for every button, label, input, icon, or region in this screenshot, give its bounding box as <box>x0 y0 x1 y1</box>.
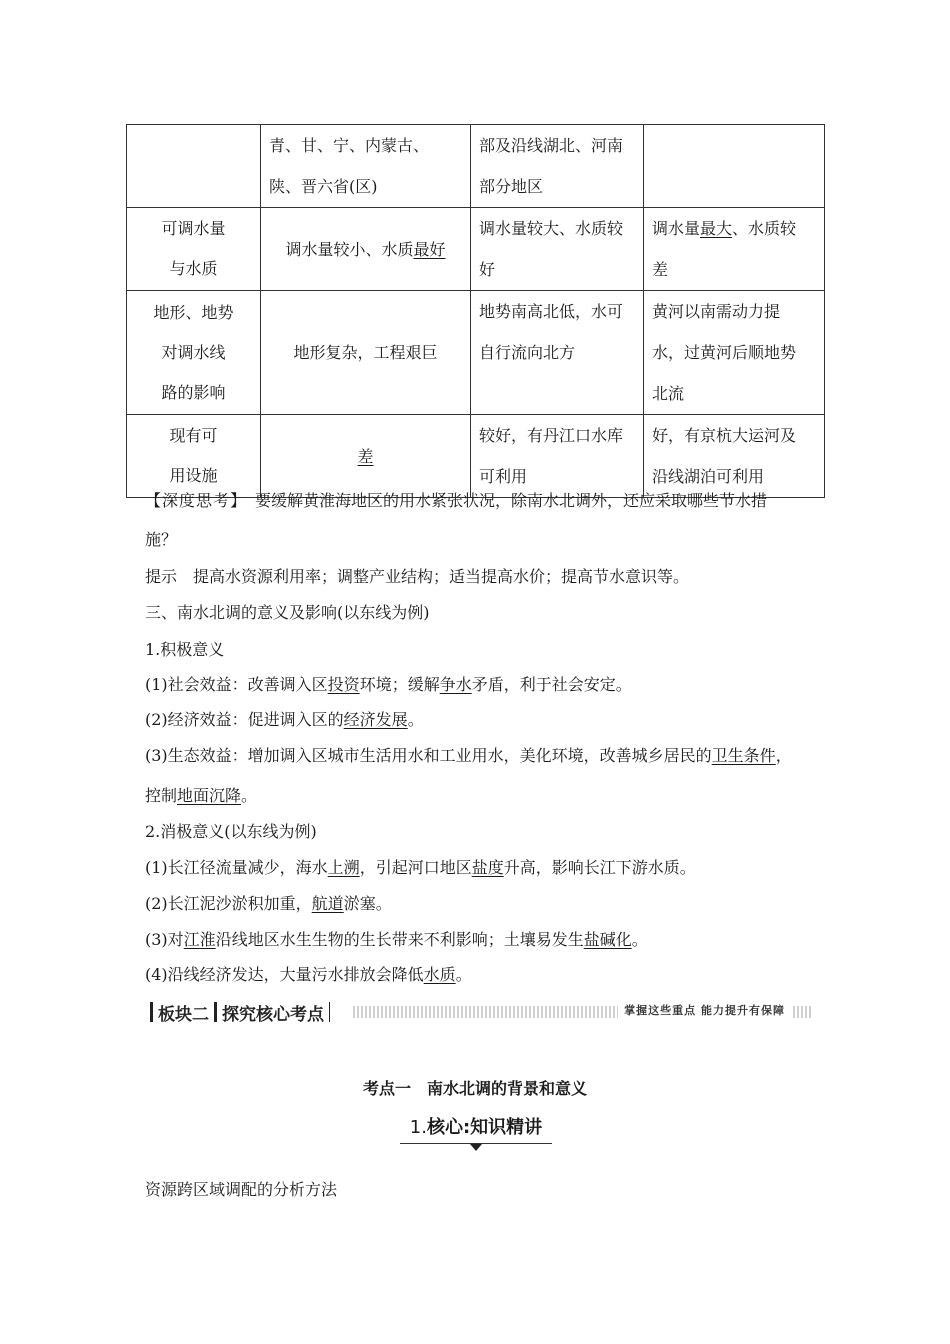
text-part: (2)经济效益：促进调入区的 <box>145 710 344 729</box>
table-cell <box>471 415 644 498</box>
cell-text: 对调水线 <box>161 342 226 362</box>
deep-thinking-label: 【深度思考】 <box>145 491 240 510</box>
table-cell <box>261 125 471 208</box>
hint-text: 提高水资源利用率；调整产业结构；适当提高水价；提高节水意识等。 <box>193 567 690 586</box>
underlined-answer: 航道 <box>311 894 344 913</box>
cell-text-part: 调水量 <box>652 219 701 238</box>
underlined-answer: 上溯 <box>327 858 360 877</box>
table-row <box>127 208 825 291</box>
cell-text: 好 <box>479 260 496 279</box>
text-part: ， <box>775 746 792 765</box>
section-banner <box>145 1000 813 1024</box>
underlined-answer: 差 <box>357 446 374 466</box>
table-row <box>127 291 825 415</box>
text-part: 沿线地区水生生物的生长带来不利影响；土壤易发生 <box>215 930 584 949</box>
text-part: ，引起河口地区 <box>359 858 472 877</box>
table-cell <box>261 415 471 498</box>
table-cell <box>644 291 825 415</box>
subsection-heading: 1.积极意义 <box>145 640 225 659</box>
cell-text: 自行流向北方 <box>479 343 576 362</box>
paragraph: 资源跨区域调配的分析方法 <box>145 1180 338 1199</box>
cell-text: 北流 <box>652 384 685 403</box>
underlined-answer: 地面沉降 <box>177 786 242 805</box>
cell-text: 路的影响 <box>161 382 226 402</box>
cell-text: 黄河以南需动力提 <box>652 302 781 321</box>
cell-text: 地势南高北低，水可 <box>479 302 624 321</box>
banner-part-2: 探究核心考点 <box>222 1004 324 1025</box>
list-item <box>145 965 472 985</box>
cell-text: 部分地区 <box>479 177 544 196</box>
cell-text: 现有可 <box>169 426 218 445</box>
table-cell <box>127 125 261 208</box>
knowledge-number: 1. <box>409 1117 427 1138</box>
table-cell <box>644 208 825 291</box>
cell-text <box>652 208 816 249</box>
table-cell-header <box>127 291 261 415</box>
cell-text: 沿线湖泊可利用 <box>652 467 765 486</box>
hint-line <box>145 567 689 587</box>
banner-part-1: 板块二 <box>158 1004 209 1025</box>
list-item <box>145 894 392 914</box>
list-item-continuation <box>145 786 257 806</box>
table-cell-header <box>127 415 261 498</box>
table-cell: 地形复杂，工程艰巨 <box>261 291 471 415</box>
triangle-down-icon <box>470 1144 482 1151</box>
text-part: (4)沿线经济发达，大量污水排放会降低 <box>145 965 424 984</box>
text-part: 淤塞。 <box>343 894 392 913</box>
table-cell <box>471 208 644 291</box>
table-row <box>127 125 825 208</box>
cell-text: 调水量较小、水质 <box>285 239 414 259</box>
list-item <box>145 746 792 766</box>
cell-text: 可调水量 <box>161 219 226 238</box>
cell-text: 陕、晋六省(区) <box>269 177 378 196</box>
list-item <box>145 858 696 878</box>
table-row <box>127 415 825 498</box>
underlined-answer: 盐碱化 <box>583 930 632 949</box>
cell-text: 与水质 <box>169 259 218 278</box>
table-cell <box>644 415 825 498</box>
cell-text: 地形、地势 <box>153 302 234 322</box>
cell-text: 可利用 <box>479 467 528 486</box>
divider <box>150 1002 153 1022</box>
cell-text: 用设施 <box>169 466 218 485</box>
section-heading: 三、南水北调的意义及影响(以东线为例) <box>145 603 430 622</box>
topic-title: 考点一 南水北调的背景和意义 <box>362 1079 587 1098</box>
cell-text: 调水量较大、水质较 <box>479 219 624 238</box>
hint-label: 提示 <box>145 567 178 586</box>
text-part: 升高，影响长江下游水质。 <box>503 858 696 877</box>
knowledge-heading <box>398 1116 554 1152</box>
text-part: (1)长江径流量减少，海水 <box>145 858 328 877</box>
knowledge-text: 核心:知识精讲 <box>426 1117 543 1138</box>
underlined-answer: 最好 <box>413 239 446 259</box>
cell-text: 好，有京杭大运河及 <box>652 426 797 445</box>
cell-text: 水，过黄河后顺地势 <box>652 343 797 362</box>
banner-slogan: 掌握这些重点 能力提升有保障 <box>618 1002 791 1018</box>
list-item <box>145 930 648 950</box>
list-item <box>145 710 424 730</box>
underlined-answer: 投资 <box>327 675 360 694</box>
text-part: 。 <box>407 710 424 729</box>
knowledge-label <box>398 1116 554 1140</box>
underlined-answer: 最大 <box>700 219 733 238</box>
cell-text: 青、甘、宁、内蒙古、 <box>269 136 430 155</box>
text-part: 。 <box>455 965 472 984</box>
banner-tag <box>145 1000 335 1024</box>
underlined-answer: 江淮 <box>183 930 216 949</box>
cell-text: 部及沿线湖北、河南 <box>479 136 624 155</box>
table-cell <box>471 291 644 415</box>
deep-thinking-line-2: 施？ <box>145 530 178 549</box>
cell-text: 差 <box>652 260 669 279</box>
text-part: 环境；缓解 <box>359 675 440 694</box>
cell-text-part: 、水质较 <box>732 219 797 238</box>
text-part: 。 <box>631 930 648 949</box>
table-cell <box>261 208 471 291</box>
text-part: (3)生态效益：增加调入区城市生活用水和工业用水，美化环境，改善城乡居民的 <box>145 746 712 765</box>
underlined-answer: 经济发展 <box>343 710 408 729</box>
list-item <box>145 675 632 695</box>
comparison-table <box>126 124 825 498</box>
text-part: 。 <box>241 786 258 805</box>
table-cell-header <box>127 208 261 291</box>
underlined-answer: 卫生条件 <box>711 746 776 765</box>
text-part: (2)长江泥沙淤积加重， <box>145 894 312 913</box>
table-cell <box>471 125 644 208</box>
text-part: (1)社会效益：改善调入区 <box>145 675 328 694</box>
cell-text: 较好，有丹江口水库 <box>479 426 624 445</box>
table-cell <box>644 125 825 208</box>
underlined-answer: 盐度 <box>471 858 504 877</box>
underlined-answer: 争水 <box>439 675 472 694</box>
divider <box>329 1002 330 1022</box>
deep-thinking-line <box>145 491 767 511</box>
text-part: (3)对 <box>145 930 184 949</box>
text-part: 控制 <box>145 786 178 805</box>
text-part: 矛盾，利于社会安定。 <box>471 675 632 694</box>
subsection-heading: 2.消极意义(以东线为例) <box>145 822 317 841</box>
deep-thinking-text: 要缓解黄淮海地区的用水紧张状况，除南水北调外，还应采取哪些节水措 <box>255 491 768 510</box>
underlined-answer: 水质 <box>423 965 456 984</box>
divider <box>214 1002 217 1022</box>
